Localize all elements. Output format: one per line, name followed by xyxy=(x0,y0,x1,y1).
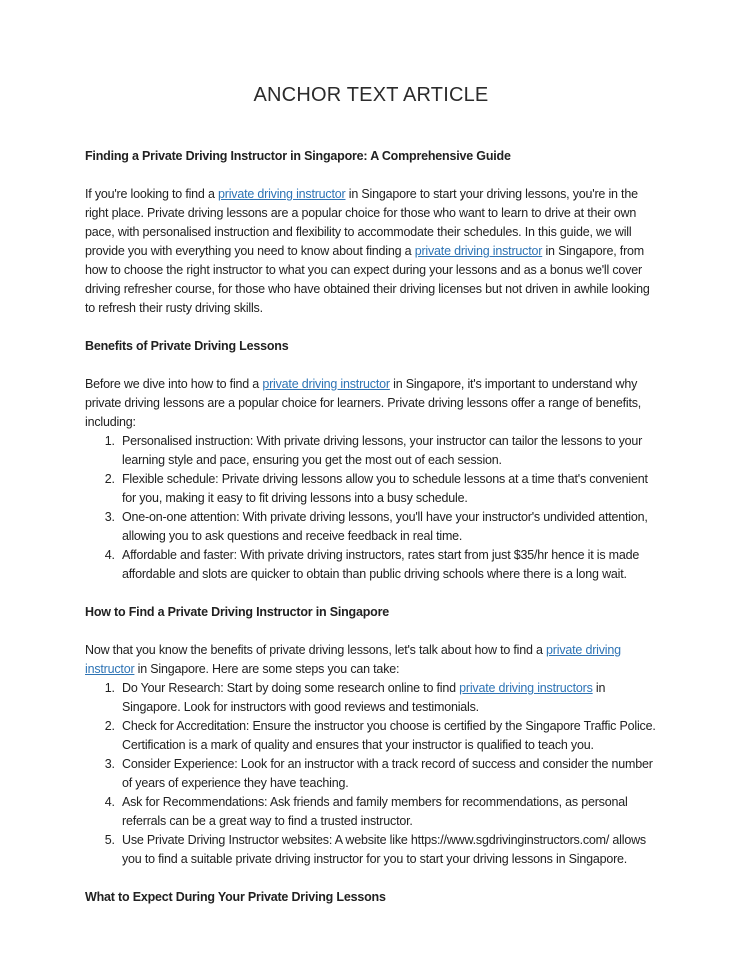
text-run: in Singapore, it's important to understand why private driving lessons are a popular choice for learners. Private driving lessons offer a range of benefits, including: xyxy=(85,377,642,429)
text-run: Use Private Driving Instructor websites: A website like https://www.sgdrivinginstructors.com/ allows you to find a suitable private driving instructor for you to start your driving lessons in Singapore. xyxy=(122,833,646,866)
text-run: Now that you know the benefits of private driving lessons, let's talk about how to find a xyxy=(85,643,547,657)
section-heading: Finding a Private Driving Instructor in Singapore: A Comprehensive Guide xyxy=(85,149,511,163)
list-item xyxy=(118,546,657,584)
ordered-list xyxy=(85,679,657,869)
list-item xyxy=(118,508,657,546)
paragraph xyxy=(85,641,657,679)
section-heading: How to Find a Private Driving Instructor in Singapore xyxy=(85,605,390,619)
text-run: in Singapore, from how to choose the right instructor to what you can expect during your lessons and as a bonus we'll cover driving refresher course, for those who have obtained their driving licenses but not driven in awhile looking to refresh their rusty driving skills. xyxy=(85,244,650,315)
list-item xyxy=(118,831,657,869)
text-run: in Singapore. Look for instructors with good reviews and testimonials. xyxy=(122,681,606,714)
list-item xyxy=(118,717,657,755)
inline-link[interactable]: private driving instructor xyxy=(217,187,346,201)
text-run: One-on-one attention: With private driving lessons, you'll have your instructor's undivided attention, allowing you to ask questions and receive feedback in real time. xyxy=(122,510,648,543)
text-run: Flexible schedule: Private driving lessons allow you to schedule lessons at a time that's convenient for you, making it easy to fit driving lessons into a busy schedule. xyxy=(122,472,648,505)
text-run: in Singapore. Here are some steps you can take: xyxy=(134,662,400,676)
inline-link[interactable]: private driving instructor xyxy=(414,244,543,258)
document-title: ANCHOR TEXT ARTICLE xyxy=(253,84,489,106)
ordered-list xyxy=(85,432,657,584)
text-run: Check for Accreditation: Ensure the instructor you choose is certified by the Singapore Traffic Police. Certification is a mark of quality and ensures that your instructor is qualified to teach you. xyxy=(122,719,656,752)
list-item xyxy=(118,793,657,831)
list-item xyxy=(118,432,657,470)
list-item xyxy=(118,470,657,508)
list-item xyxy=(118,755,657,793)
text-run: Personalised instruction: With private driving lessons, your instructor can tailor the lessons to your learning style and pace, ensuring you get the most out of each session. xyxy=(122,434,643,467)
section-heading: Benefits of Private Driving Lessons xyxy=(85,339,289,353)
document-content xyxy=(85,147,657,907)
text-run: Affordable and faster: With private driving instructors, rates start from just $35/hr hence it is made affordable and slots are quicker to obtain than public driving schools where there is a long wait. xyxy=(122,548,640,581)
inline-link[interactable]: private driving instructors xyxy=(459,681,593,695)
list-item xyxy=(118,679,657,717)
inline-link[interactable]: private driving instructor xyxy=(262,377,390,391)
paragraph xyxy=(85,375,657,432)
text-run: If you're looking to find a xyxy=(85,187,218,201)
text-run: Consider Experience: Look for an instructor with a track record of success and consider the number of years of experience they have teaching. xyxy=(122,757,653,790)
text-run: Before we dive into how to find a xyxy=(85,377,263,391)
text-run: in Singapore to start your driving lessons, you're in the right place. Private driving lessons are a popular choice for those who want to learn to drive at their own pace, with personalised instruction and flexibility to accommodate their schedules. In this guide, we will provide you with everything you need to know about finding a xyxy=(85,187,638,258)
paragraph xyxy=(85,185,657,318)
section-heading: What to Expect During Your Private Driving Lessons xyxy=(85,890,386,904)
text-run: Do Your Research: Start by doing some research online to find xyxy=(122,681,460,695)
inline-link[interactable]: private driving instructor xyxy=(85,643,621,676)
text-run: Ask for Recommendations: Ask friends and family members for recommendations, as personal referrals can be a great way to find a trusted instructor. xyxy=(122,795,628,828)
